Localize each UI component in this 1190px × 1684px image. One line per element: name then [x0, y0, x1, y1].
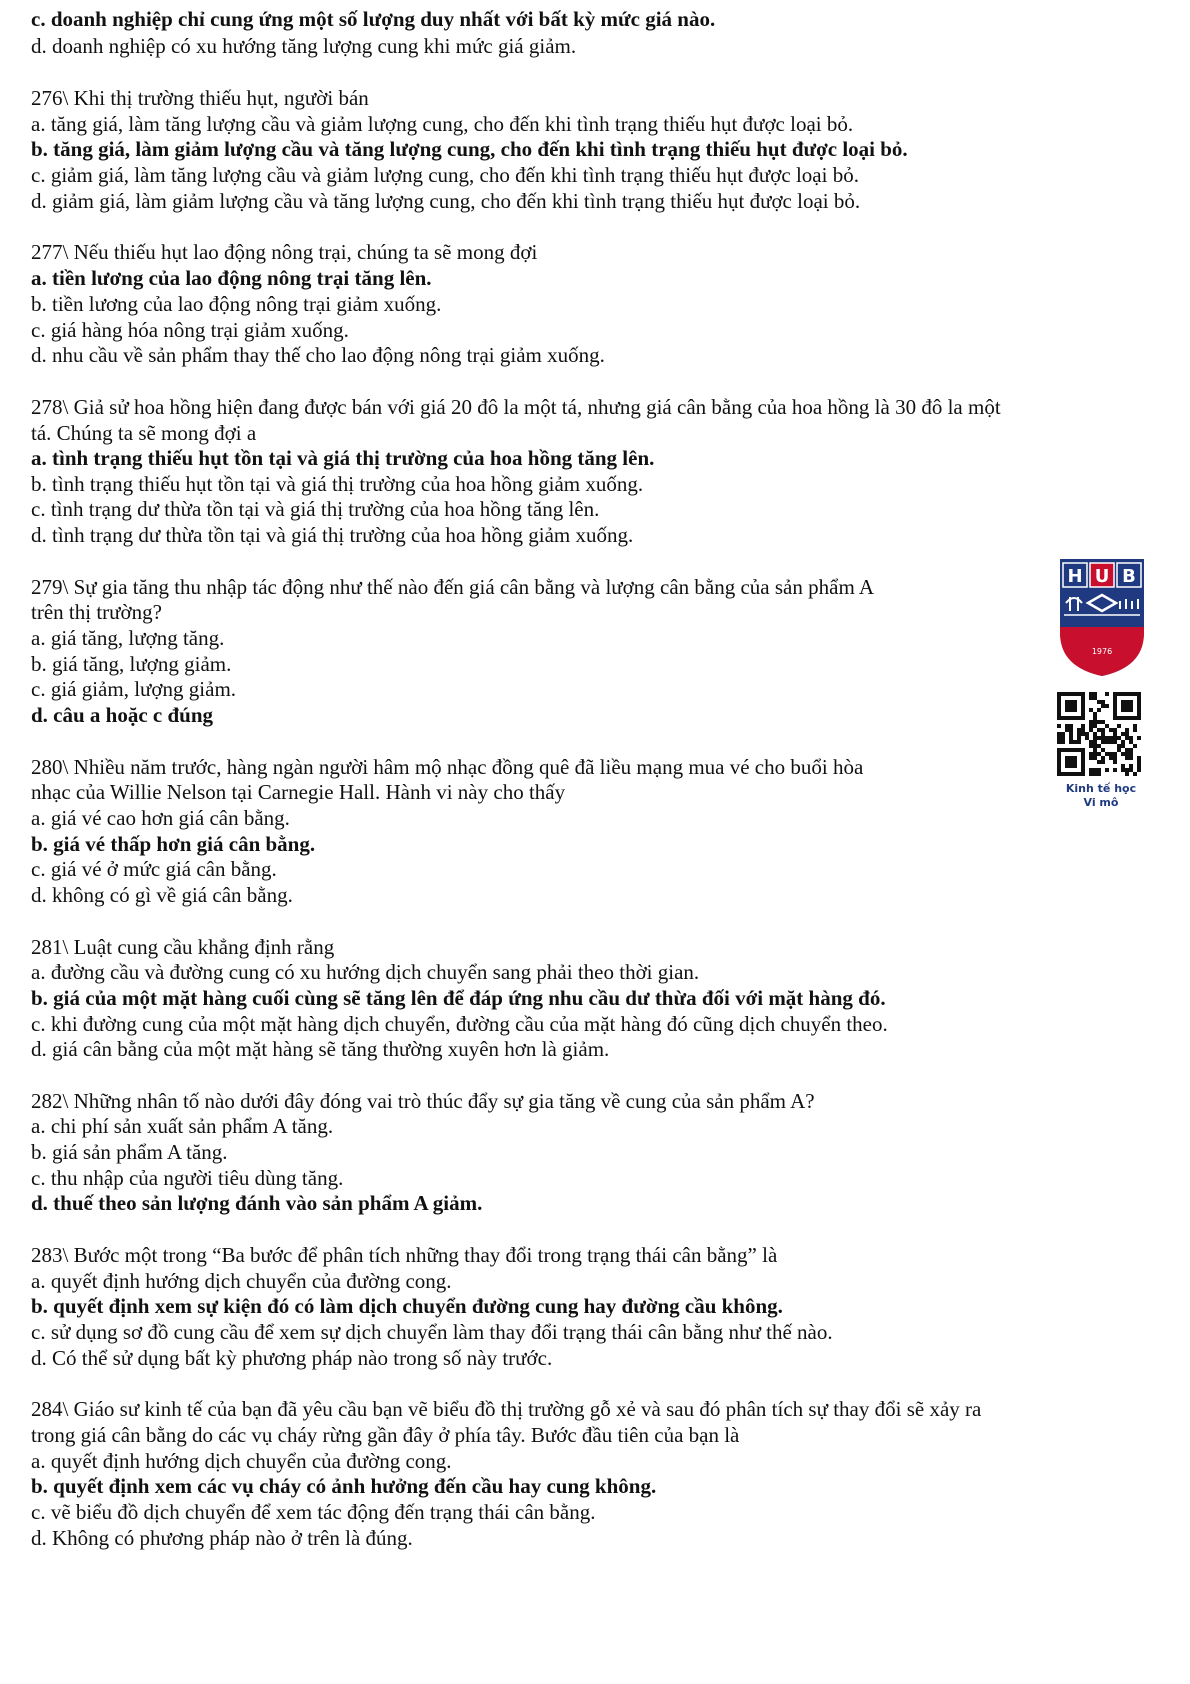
question-stem: trên thị trường?	[31, 600, 162, 624]
answer-option: b. tình trạng thiếu hụt tồn tại và giá thị trường của hoa hồng giảm xuống.	[31, 472, 644, 496]
logo-letter: B	[1122, 566, 1136, 587]
text-line: d. doanh nghiệp có xu hướng tăng lượng cung khi mức giá giảm.	[31, 34, 577, 58]
question-stem: 284\ Giáo sư kinh tế của bạn đã yêu cầu bạn vẽ biểu đồ thị trường gỗ xẻ và sau đó phân tích sự thay đổi sẽ xảy ra	[31, 1397, 982, 1421]
answer-option: c. giá hàng hóa nông trại giảm xuống.	[31, 318, 349, 342]
answer-option: a. tình trạng thiếu hụt tồn tại và giá thị trường của hoa hồng tăng lên.	[31, 446, 655, 470]
answer-option: d. Không có phương pháp nào ở trên là đúng.	[31, 1526, 413, 1550]
text-line: c. doanh nghiệp chỉ cung ứng một số lượng duy nhất với bất kỳ mức giá nào.	[31, 7, 716, 31]
question-stem: 277\ Nếu thiếu hụt lao động nông trại, chúng ta sẽ mong đợi	[31, 240, 538, 264]
logo-year: 1976	[1091, 647, 1113, 656]
answer-option: d. Có thể sử dụng bất kỳ phương pháp nào trong số này trước.	[31, 1346, 553, 1370]
answer-option: c. giá vé ở mức giá cân bằng.	[31, 857, 277, 881]
answer-option: c. khi đường cung của một mặt hàng dịch chuyển, đường cầu của mặt hàng đó cũng dịch chuyển theo.	[31, 1012, 888, 1036]
question-stem: nhạc của Willie Nelson tại Carnegie Hall. Hành vi này cho thấy	[31, 780, 566, 804]
logo-letter: H	[1067, 566, 1083, 587]
answer-option: a. quyết định hướng dịch chuyển của đường cong.	[31, 1269, 452, 1293]
answer-option: d. tình trạng dư thừa tồn tại và giá thị trường của hoa hồng giảm xuống.	[31, 523, 634, 547]
question-stem: 283\ Bước một trong “Ba bước để phân tích những thay đổi trong trạng thái cân bằng” là	[31, 1243, 778, 1267]
answer-option: d. giảm giá, làm giảm lượng cầu và tăng lượng cung, cho đến khi tình trạng thiếu hụt được loại bỏ.	[31, 189, 861, 213]
hub-university-logo-icon	[1058, 557, 1146, 678]
answer-option: c. sử dụng sơ đồ cung cầu để xem sự dịch chuyển làm thay đổi trạng thái cân bằng như thế nào.	[31, 1320, 833, 1344]
answer-option: d. câu a hoặc c đúng	[31, 703, 214, 727]
answer-option: d. thuế theo sản lượng đánh vào sản phẩm A giảm.	[31, 1191, 483, 1215]
answer-option: b. giá của một mặt hàng cuối cùng sẽ tăng lên để đáp ứng nhu cầu dư thừa đối với mặt hàng đó.	[31, 986, 886, 1010]
question-stem: tá. Chúng ta sẽ mong đợi a	[31, 421, 257, 445]
question-stem: trong giá cân bằng do các vụ cháy rừng gần đây ở phía tây. Bước đầu tiên của bạn là	[31, 1423, 740, 1447]
answer-option: a. đường cầu và đường cung có xu hướng dịch chuyển sang phải theo thời gian.	[31, 960, 700, 984]
answer-option: b. quyết định xem sự kiện đó có làm dịch chuyển đường cung hay đường cầu không.	[31, 1294, 783, 1318]
question-stem: 280\ Nhiều năm trước, hàng ngàn người hâm mộ nhạc đồng quê đã liều mạng mua vé cho buổi hòa	[31, 755, 864, 779]
answer-option: d. giá cân bằng của một mặt hàng sẽ tăng thường xuyên hơn là giảm.	[31, 1037, 610, 1061]
subject-label-line1: Kinh tế học	[1065, 782, 1137, 795]
answer-option: a. tăng giá, làm tăng lượng cầu và giảm lượng cung, cho đến khi tình trạng thiếu hụt được loại bỏ.	[31, 112, 854, 136]
answer-option: a. giá vé cao hơn giá cân bằng.	[31, 806, 290, 830]
answer-option: b. giá tăng, lượng giảm.	[31, 652, 232, 676]
question-stem: 282\ Những nhân tố nào dưới đây đóng vai trò thúc đẩy sự gia tăng về cung của sản phẩm A?	[31, 1089, 815, 1113]
answer-option: b. tiền lương của lao động nông trại giảm xuống.	[31, 292, 442, 316]
qr-code-icon	[1057, 692, 1141, 776]
question-stem: 279\ Sự gia tăng thu nhập tác động như thế nào đến giá cân bằng và lượng cân bằng của sản phẩm A	[31, 575, 875, 599]
question-stem: 276\ Khi thị trường thiếu hụt, người bán	[31, 86, 369, 110]
answer-option: b. tăng giá, làm giảm lượng cầu và tăng lượng cung, cho đến khi tình trạng thiếu hụt được loại bỏ.	[31, 137, 908, 161]
answer-option: a. quyết định hướng dịch chuyển của đường cong.	[31, 1449, 452, 1473]
subject-label-line2: Vi mô	[1083, 796, 1119, 809]
answer-option: a. chi phí sản xuất sản phẩm A tăng.	[31, 1114, 334, 1138]
answer-option: c. vẽ biểu đồ dịch chuyển để xem tác động đến trạng thái cân bằng.	[31, 1500, 596, 1524]
question-stem: 281\ Luật cung cầu khẳng định rằng	[31, 935, 335, 959]
answer-option: c. giảm giá, làm tăng lượng cầu và giảm lượng cung, cho đến khi tình trạng thiếu hụt được loại bỏ.	[31, 163, 859, 187]
answer-option: c. giá giảm, lượng giảm.	[31, 677, 237, 701]
answer-option: a. tiền lương của lao động nông trại tăng lên.	[31, 266, 432, 290]
answer-option: c. thu nhập của người tiêu dùng tăng.	[31, 1166, 344, 1190]
logo-letter: U	[1094, 566, 1110, 587]
answer-option: d. nhu cầu về sản phẩm thay thế cho lao động nông trại giảm xuống.	[31, 343, 605, 367]
answer-option: a. giá tăng, lượng tăng.	[31, 626, 225, 650]
question-stem: 278\ Giả sử hoa hồng hiện đang được bán với giá 20 đô la một tá, nhưng giá cân bằng của hoa hồng là 30 đô la một	[31, 395, 1001, 419]
answer-option: d. không có gì về giá cân bằng.	[31, 883, 293, 907]
answer-option: c. tình trạng dư thừa tồn tại và giá thị trường của hoa hồng tăng lên.	[31, 497, 600, 521]
answer-option: b. giá vé thấp hơn giá cân bằng.	[31, 832, 316, 856]
answer-option: b. quyết định xem các vụ cháy có ảnh hưởng đến cầu hay cung không.	[31, 1474, 657, 1498]
answer-option: b. giá sản phẩm A tăng.	[31, 1140, 228, 1164]
